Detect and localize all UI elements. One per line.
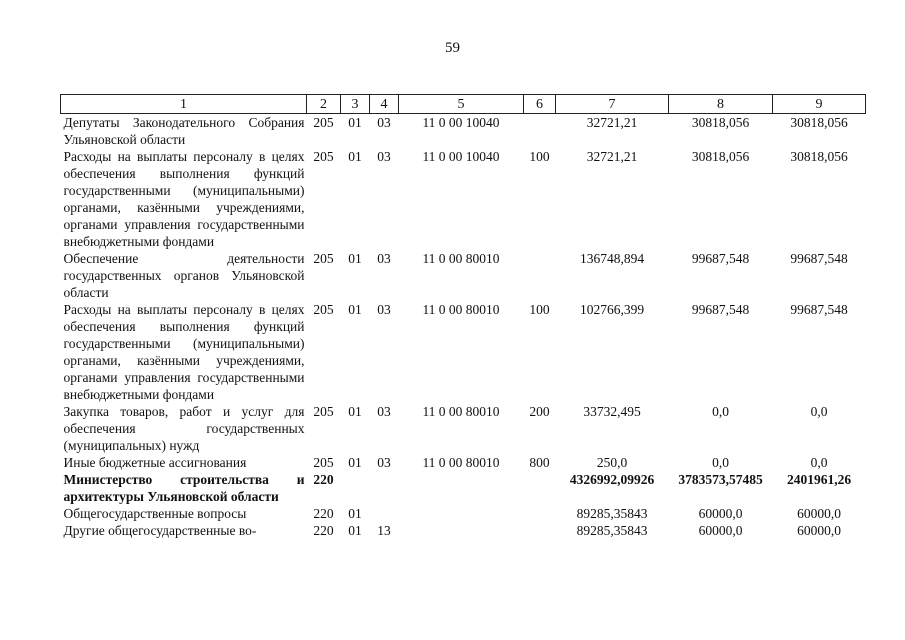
- code-section: 01: [348, 149, 362, 164]
- amount-col-9: 0,0: [810, 455, 828, 470]
- amount-col-8: 60000,0: [698, 523, 743, 538]
- code-subsection: 13: [377, 523, 391, 538]
- code-section: 01: [348, 506, 362, 521]
- amount-col-7: 33732,495: [583, 404, 641, 419]
- table-body: [61, 114, 866, 540]
- code-admin: 205: [313, 115, 334, 130]
- code-expense-type: 100: [529, 149, 550, 164]
- table-row: [61, 301, 866, 403]
- code-target: 11 0 00 10040: [422, 149, 500, 164]
- code-admin: 220: [313, 472, 334, 487]
- code-expense-type: [524, 471, 556, 505]
- table-row: [61, 505, 866, 522]
- code-section: 01: [348, 523, 362, 538]
- amount-col-7: 4326992,09926: [569, 472, 655, 487]
- code-subsection: 03: [377, 404, 391, 419]
- code-admin: 205: [313, 302, 334, 317]
- code-section: 01: [348, 455, 362, 470]
- amount-col-9: 99687,548: [790, 302, 848, 317]
- table-row: [61, 148, 866, 250]
- amount-col-8: 0,0: [712, 455, 729, 470]
- amount-col-7: 250,0: [596, 455, 628, 470]
- code-section: 01: [348, 251, 362, 266]
- table-row: [61, 454, 866, 471]
- code-subsection: 03: [377, 455, 391, 470]
- code-section: 01: [348, 115, 362, 130]
- amount-col-9: 0,0: [810, 404, 828, 419]
- table-row: [61, 403, 866, 454]
- column-header: 4: [370, 95, 399, 114]
- item-name: Депутаты Законодательного Собрания Ульяновской области: [63, 115, 305, 147]
- table-row: [61, 250, 866, 301]
- code-admin: 205: [313, 149, 334, 164]
- amount-col-9: 30818,056: [790, 115, 848, 130]
- amount-col-8: 99687,548: [691, 302, 750, 317]
- column-number-header: [61, 95, 866, 114]
- column-header: 1: [61, 95, 307, 114]
- amount-col-8: 99687,548: [691, 251, 750, 266]
- column-header: 3: [341, 95, 370, 114]
- code-target: [399, 522, 524, 539]
- code-target: [399, 471, 524, 505]
- amount-col-8: 30818,056: [691, 149, 750, 164]
- code-expense-type: 100: [529, 302, 550, 317]
- table-row: [61, 522, 866, 539]
- amount-col-9: 30818,056: [790, 149, 848, 164]
- code-admin: 220: [313, 506, 334, 521]
- column-header: 2: [307, 95, 341, 114]
- column-header: 8: [669, 95, 773, 114]
- code-subsection: 03: [377, 302, 391, 317]
- code-expense-type: [524, 114, 556, 149]
- code-expense-type: [524, 250, 556, 301]
- amount-col-7: 89285,35843: [576, 523, 648, 538]
- amount-col-8: 30818,056: [691, 115, 750, 130]
- amount-col-7: 32721,21: [586, 149, 638, 164]
- item-name: Министерство строительства и архитектуры Ульяновской области: [63, 472, 305, 504]
- code-target: 11 0 00 80010: [422, 404, 500, 419]
- table-row: [61, 471, 866, 505]
- item-name: Иные бюджетные ассигнования: [63, 455, 247, 470]
- code-admin: 205: [313, 455, 334, 470]
- code-subsection: 03: [377, 251, 391, 266]
- amount-col-7: 89285,35843: [576, 506, 648, 521]
- budget-table: [60, 94, 866, 539]
- page-number: 59: [445, 40, 460, 56]
- code-expense-type: [524, 522, 556, 539]
- column-header: 6: [524, 95, 556, 114]
- item-name: Другие общегосударственные во-: [63, 523, 257, 538]
- code-expense-type: [524, 505, 556, 522]
- code-target: [399, 505, 524, 522]
- code-target: 11 0 00 80010: [422, 455, 500, 470]
- amount-col-7: 32721,21: [586, 115, 638, 130]
- amount-col-9: 99687,548: [790, 251, 848, 266]
- amount-col-8: 3783573,57485: [678, 472, 763, 487]
- item-name: Общегосударственные вопросы: [63, 506, 247, 521]
- amount-col-9: 60000,0: [797, 523, 841, 538]
- item-name: Обеспечение деятельности государственных органов Ульяновской области: [63, 251, 305, 300]
- column-header: 7: [556, 95, 669, 114]
- item-name: Расходы на выплаты персоналу в целях обеспечения выполнения функций государственными (муниципальными) органами, казёнными учреждениями, органами управления государственными внебюджетными фондами: [63, 149, 305, 249]
- code-section: [341, 471, 370, 505]
- code-expense-type: 200: [529, 404, 550, 419]
- amount-col-8: 60000,0: [698, 506, 743, 521]
- code-target: 11 0 00 80010: [422, 302, 500, 317]
- code-admin: 205: [313, 251, 334, 266]
- code-target: 11 0 00 10040: [422, 115, 500, 130]
- code-section: 01: [348, 404, 362, 419]
- code-subsection: [370, 471, 399, 505]
- code-admin: 220: [313, 523, 334, 538]
- amount-col-7: 102766,399: [579, 302, 645, 317]
- code-expense-type: 800: [529, 455, 550, 470]
- amount-col-7: 136748,894: [579, 251, 645, 266]
- item-name: Расходы на выплаты персоналу в целях обеспечения выполнения функций государственными (муниципальными) органами, казёнными учреждениями, органами управления государственными внебюджетными фондами: [63, 302, 305, 402]
- code-subsection: 03: [377, 149, 391, 164]
- table-row: [61, 114, 866, 149]
- amount-col-9: 60000,0: [797, 506, 841, 521]
- code-target: 11 0 00 80010: [422, 251, 500, 266]
- amount-col-8: 0,0: [712, 404, 729, 419]
- code-section: 01: [348, 302, 362, 317]
- item-name: Закупка товаров, работ и услуг для обеспечения государственных (муниципальных) нужд: [63, 404, 305, 453]
- column-header: 5: [399, 95, 524, 114]
- code-subsection: [370, 505, 399, 522]
- code-subsection: 03: [377, 115, 391, 130]
- code-admin: 205: [313, 404, 334, 419]
- amount-col-9: 2401961,26: [786, 472, 852, 487]
- column-header: 9: [773, 95, 866, 114]
